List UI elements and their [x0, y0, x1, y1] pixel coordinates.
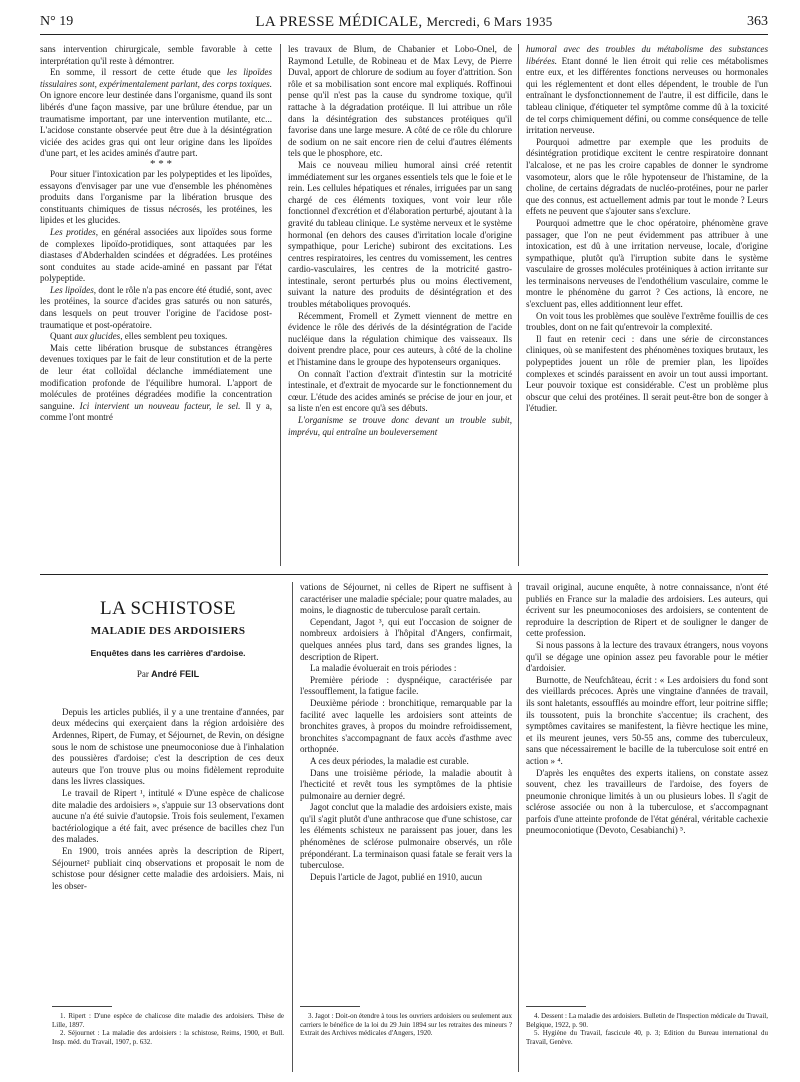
section-separator-stars: * * * [150, 157, 172, 170]
section-divider [40, 574, 768, 575]
paragraph: Pour situer l'intoxication par les polypeptides et les lipoïdes, essayons d'envisager par une vue d'ensemble les phénomènes produits dans l'organisme par la libération brusque des constituants chimiques de tissus nécrosés, les protéines, les lipides et les glucides. [40, 168, 272, 226]
article-title: LA SCHISTOSE [99, 598, 237, 619]
paragraph: Pourquoi admettre par exemple que les produits de désintégration protidique excitent le centre respiratoire donnant l'alcalose, et ne pas les croire capables de donner le syndrome vasomoteur, alors que le rôle hypotenseur de l'histamine, de la choline, de certains dégradats de nucléo-protéines, pour ne parler que des connus, est actuellement admis par tout le monde ? Leurs effets ne peuvent que s'ajouter sans s'exclure. [526, 136, 768, 217]
footnote-rule [526, 1006, 586, 1007]
top-column-2 [288, 44, 512, 569]
footnotes-column-3 [526, 1012, 768, 1074]
footnotes-column-2 [300, 1012, 512, 1074]
article-column-2 [300, 582, 512, 1002]
column-divider [518, 582, 519, 1072]
paragraph: les travaux de Blum, de Chabanier et Lobo-Onel, de Raymond Letulle, de Robineau et de Max Levy, de Pierre Duval, apport de chlorure de sodium au foyer d'attrition. Son rôle et sa mobilisation sont encore mal expliqués. Roffinoui pense qu'il n'est pas la cause du syndrome toxique, qu'il rattache à la dégradation protéique. Il lui attribue un rôle dans la désintégration des substances protéiques qu'il favorise dans une large mesure. A côté de ce rôle du chlorure de sodium on ne sait encore rien de celui d'autres éléments tels que le phosphore, etc. [288, 44, 512, 159]
paragraph: Mais cette libération brusque de substances étrangères devenues toxiques par le fait de leur constitution et de la perte de leur état colloïdal déclanche immédiatement une modification profonde de l'équilibre humoral. L'apport de molécules de protéines dégradées modifie la concentration sanguine. Ici intervient un nouveau facteur, le sel. Il y a, comme l'ont montré [40, 342, 272, 423]
paragraph: Depuis l'article de Jagot, publié en 1910, aucun [310, 871, 483, 882]
paragraph: On connaît l'action d'extrait d'intestin sur la motricité intestinale, et d'extrait de myocarde sur le fonctionnement du cœur. L'étude des acides aminés se précise de jour en jour, et sa liste n'en est encore qu'à ses débuts. [288, 368, 512, 414]
paragraph: Mais ce nouveau milieu humoral ainsi créé retentit immédiatement sur les organes essentiels tels que le foie et le rein. Les cellules hépatiques et rénales, irriguées par un sang chargé de ces éléments toxiques, vont voir leur rôle fonctionnel d'excrétion et d'élaboration perturbé, ajoutant à la gravité du tableau clinique. Le système nerveux et le système hormonal (en dehors des causes d'irritation locale d'origine sympathique, pour Leriche) subiront des excitations. Les centres respiratoires, les centres du vomissement, les centres cardio-vasculaires, les centres de la motricité gastro-intestinale, seront perturbés plus ou moins électivement, suivant la nature des produits de désintégration et des troubles métaboliques provoqués. [288, 159, 512, 310]
paragraph: D'après les enquêtes des experts italiens, on constate assez souvent, chez les travailleurs de l'ardoise, des foyers de pneumonie chronique limités à un ou plusieurs lobes. Il s'agit de sclérose associée ou non à la tuberculose, et s'accompagnant parfois d'une atteinte profonde de l'état général, véritable cachexie pneumoconiotique (Devoto, Cesabianchi) ⁵. [526, 767, 768, 836]
article-subtitle: MALADIE DES ARDOISIERS [90, 625, 246, 637]
paragraph: Le travail de Ripert ¹, intitulé « D'une espèce de chalicose dite maladie des ardoisiers », s'appuie sur 13 observations dont aucune n'a été suivie d'autopsie. Trois fois seulement, l'examen bactériologique a été fait, avec présence de bacilles chez l'un des malades. [52, 787, 284, 845]
article-column-3 [526, 582, 768, 1002]
paragraph: humoral avec des troubles du métabolisme des substances libérées. Etant donné le lien étroit qui relie ces métabolismes entre eux, et les différentes fonctions nerveuses ou hormonales qui les réglementent et dont elles dépendent, le trouble de l'un entraînant le dysfonctionnement de l'autre, il est difficile, dans le tableau clinique, d'étiqueter tel symptôme comme dû à la toxicité de tel corps chimiquement défini, ou comme conséquence de telle irritation nerveuse. [526, 44, 768, 136]
paragraph: Jagot conclut que la maladie des ardoisiers existe, mais qu'il s'agit plutôt d'une anthracose que d'une schistose, car les éléments schisteux ne paraissent pas jouer, dans les phénomènes de sclérose pulmonaire observés, un rôle prépondérant. La terminaison quasi fatale se ferait vers la tuberculose. [300, 802, 512, 871]
paragraph: Les protides, en général associées aux lipoïdes sous forme de complexes lipoïdo-protidiques, sont attaquées par les diastases d'Abderhalden scindées et dégradées. Les protéines sont conduites au stade acide-aminé en passant par l'état polypeptide. [40, 226, 272, 284]
top-column-1 [40, 44, 272, 569]
paragraph: Depuis les articles publiés, il y a une trentaine d'années, par deux médecins qui exerçaient dans la région ardoisière des Ardennes, Ripert, de Fumay, et Séjournet, de Revin, on désigne sous le nom de schistose une pneumoconiose due à l'inhalation des poussières d'ardoise; c'est la description de ces deux auteurs que l'on trouve plus ou moins fidèlement reproduite dans les livres classiques. [52, 706, 284, 787]
journal-title [40, 14, 768, 31]
paragraph: Deuxième période : bronchitique, remarquable par la facilité avec laquelle les ardoisiers sont atteints de bronchites graves, à propos du moindre refroidissement, bronchites s'accompagnant de faux accès d'asthme avec orthopnée. [300, 697, 512, 755]
column-divider [518, 44, 519, 566]
paragraph: Si nous passons à la lecture des travaux étrangers, nous voyons qu'il se dégage une opinion assez peu favorable pour le métier d'ardoisier. [526, 639, 768, 674]
paragraph: Première période : dyspnéique, caractérisée par l'essoufflement, la fatigue facile. [300, 674, 512, 697]
paragraph: A ces deux périodes, la maladie est curable. [310, 755, 469, 766]
paragraph: Pourquoi admettre que le choc opératoire, phénomène grave passager, que l'on ne peut évidemment pas attribuer à une intoxication, est dû à une irritation nerveuse, locale, d'origine sympathique, plutôt qu'à l'irruption subite dans le système vasculaire de grosses molécules protéiniques à action irritante sur les terminaisons nerveuses de l'endothélium vasculaire, comme le montre le phénomène du garrot ? Ces actions, là encore, ne s'excluent pas, elles additionnent leur effet. [526, 217, 768, 310]
article-subheading: Enquêtes dans les carrières d'ardoise. [90, 647, 246, 658]
page-number: 363 [747, 14, 768, 29]
paragraph: En 1900, trois années après la description de Ripert, Séjournet² publiait cinq observations et proposait le nom de schistose pour désigner cette maladie des ardoisiers. Mais, ni les obser- [52, 845, 284, 891]
paragraph: Récemment, Fromell et Zymett viennent de mettre en évidence le rôle des dérivés de la désintégration de l'acide nucléique dans la régulation chimique des vaisseaux. Ils doivent prendre place, pour ces auteurs, à côté de la choline et l'histamine dans le groupe des hypotenseurs organiques. [288, 310, 512, 368]
article-column-1 [52, 582, 284, 1002]
paragraph: La maladie évoluerait en trois périodes : [310, 663, 457, 674]
paragraph: sans intervention chirurgicale, semble favorable à cette interprétation qu'il reste à démontrer. [40, 44, 272, 66]
footnotes-column-1 [52, 1012, 284, 1074]
top-column-3 [526, 44, 768, 569]
footnote: 4. Dessent : La maladie des ardoisiers. Bulletin de l'Inspection médicale du Travail, Belgique, 1922, p. 90. [526, 1012, 768, 1029]
paragraph: vations de Séjournet, ni celles de Ripert ne suffisent à caractériser une maladie spéciale; pour quatre malades, au moins, le diagnostic de tuberculose paraît certain. [300, 582, 512, 616]
footnote: 2. Séjournet : La maladie des ardoisiers : la schistose, Reims, 1900, et Bull. Insp. méd. du Travail, 1907, p. 632. [52, 1029, 284, 1046]
footnote-rule [52, 1006, 112, 1007]
column-divider [292, 582, 293, 1072]
footnote: 1. Ripert : D'une espèce de chalicose dite maladie des ardoisiers. Thèse de Lille, 1897. [52, 1012, 284, 1029]
footnote: 5. Hygiène du Travail, fascicule 40, p. 3; Edition du Bureau international du Travail, Genève. [526, 1029, 768, 1046]
page-header [40, 12, 768, 35]
paragraph: On voit tous les problèmes que soulève l'extrême fouillis de ces troubles, dont on ne fait qu'entrevoir la complexité. [526, 310, 768, 333]
paragraph: Les lipoïdes, dont le rôle n'a pas encore été étudié, sont, avec les protéines, la source d'acides gras saturés ou non saturés, dans lesquels on peut trouver l'origine de l'acidose post-traumatique et post-opératoire. [40, 284, 272, 330]
issue-number: N° 19 [40, 14, 74, 29]
article-author: Par André FEIL [136, 669, 200, 680]
footnote: 3. Jagot : Doit-on étendre à tous les ouvriers ardoisiers ou seulement aux carriers le bénéfice de la loi du 29 Juin 1894 sur les retraites des mineurs ? Extrait des Archives médicales d'Angers, 1920. [300, 1012, 512, 1038]
paragraph: Burnotte, de Neufchâteau, écrit : « Les ardoisiers du fond sont des vieillards précoces. Après une vingtaine d'années de travail, ils sont haletants, essoufflés au moindre effort, leur poitrine siffle; ils toussotent, puis la bronchite s'accentue; ils crachent, des symptômes cavitaires se manifestent, la fièvre hectique les mine, et ils meurent jeunes, vers 50-55 ans, comme des tuberculeux, sans que nécessairement le bacille de la tuberculose soit entré en action » ⁴. [526, 674, 768, 766]
paragraph: Dans une troisième période, la maladie aboutit à l'hecticité et revêt tous les symptômes de la phtisie pulmonaire au dernier degré. [300, 767, 512, 801]
column-divider [280, 44, 281, 566]
footnote-rule [300, 1006, 360, 1007]
paragraph: travail original, aucune enquête, à notre connaissance, n'ont été publiés en France sur la maladie des ardoisiers. Les auteurs, qui écrivent sur les pneumoconioses des ardoisiers, se contentent de reproduire la description de Ripert et de souligner le danger de cette profession. [526, 582, 768, 639]
paragraph: Cependant, Jagot ³, qui eut l'occasion de soigner de nombreux ardoisiers à l'hôpital d'Angers, confirmait, quelques années plus tard, dans ses grandes lignes, la description de Ripert. [300, 616, 512, 662]
issue-date: Mercredi, 6 Mars 1935 [426, 14, 553, 29]
paragraph: En somme, il ressort de cette étude que les lipoïdes tissulaires sont, expérimentalement parlant, des corps toxiques. On ignore encore leur destinée dans l'organisme, quand ils sont libérés d'une façon massive, par une brûlure étendue, par un traumatisme important, par une intervention mutilante, etc... L'acidose constante observée peut être due à la désintégration viciée des acides gras qui ont leur origine dans les lipoïdes d'une part, et les acides aminés d'autre part. [40, 67, 272, 159]
paragraph: L'organisme se trouve donc devant un trouble subit, imprévu, qui entraîne un bouleversement [288, 415, 512, 437]
journal-name: LA PRESSE MÉDICALE, [255, 14, 423, 30]
paragraph: Quant aux glucides, elles semblent peu toxiques. [50, 331, 228, 342]
paragraph: Il faut en retenir ceci : dans une série de circonstances cliniques, où se manifestent des phénomènes toxiques brutaux, les polypeptides jouent un rôle de premier plan, les lipoïdes complexes et scindés paraissent en avoir un tout aussi important. Leur pouvoir toxique est considérable. C'est un problème plus obscur que celui des protéines. Il serait peut-être bon de songer à l'étudier. [526, 333, 768, 414]
